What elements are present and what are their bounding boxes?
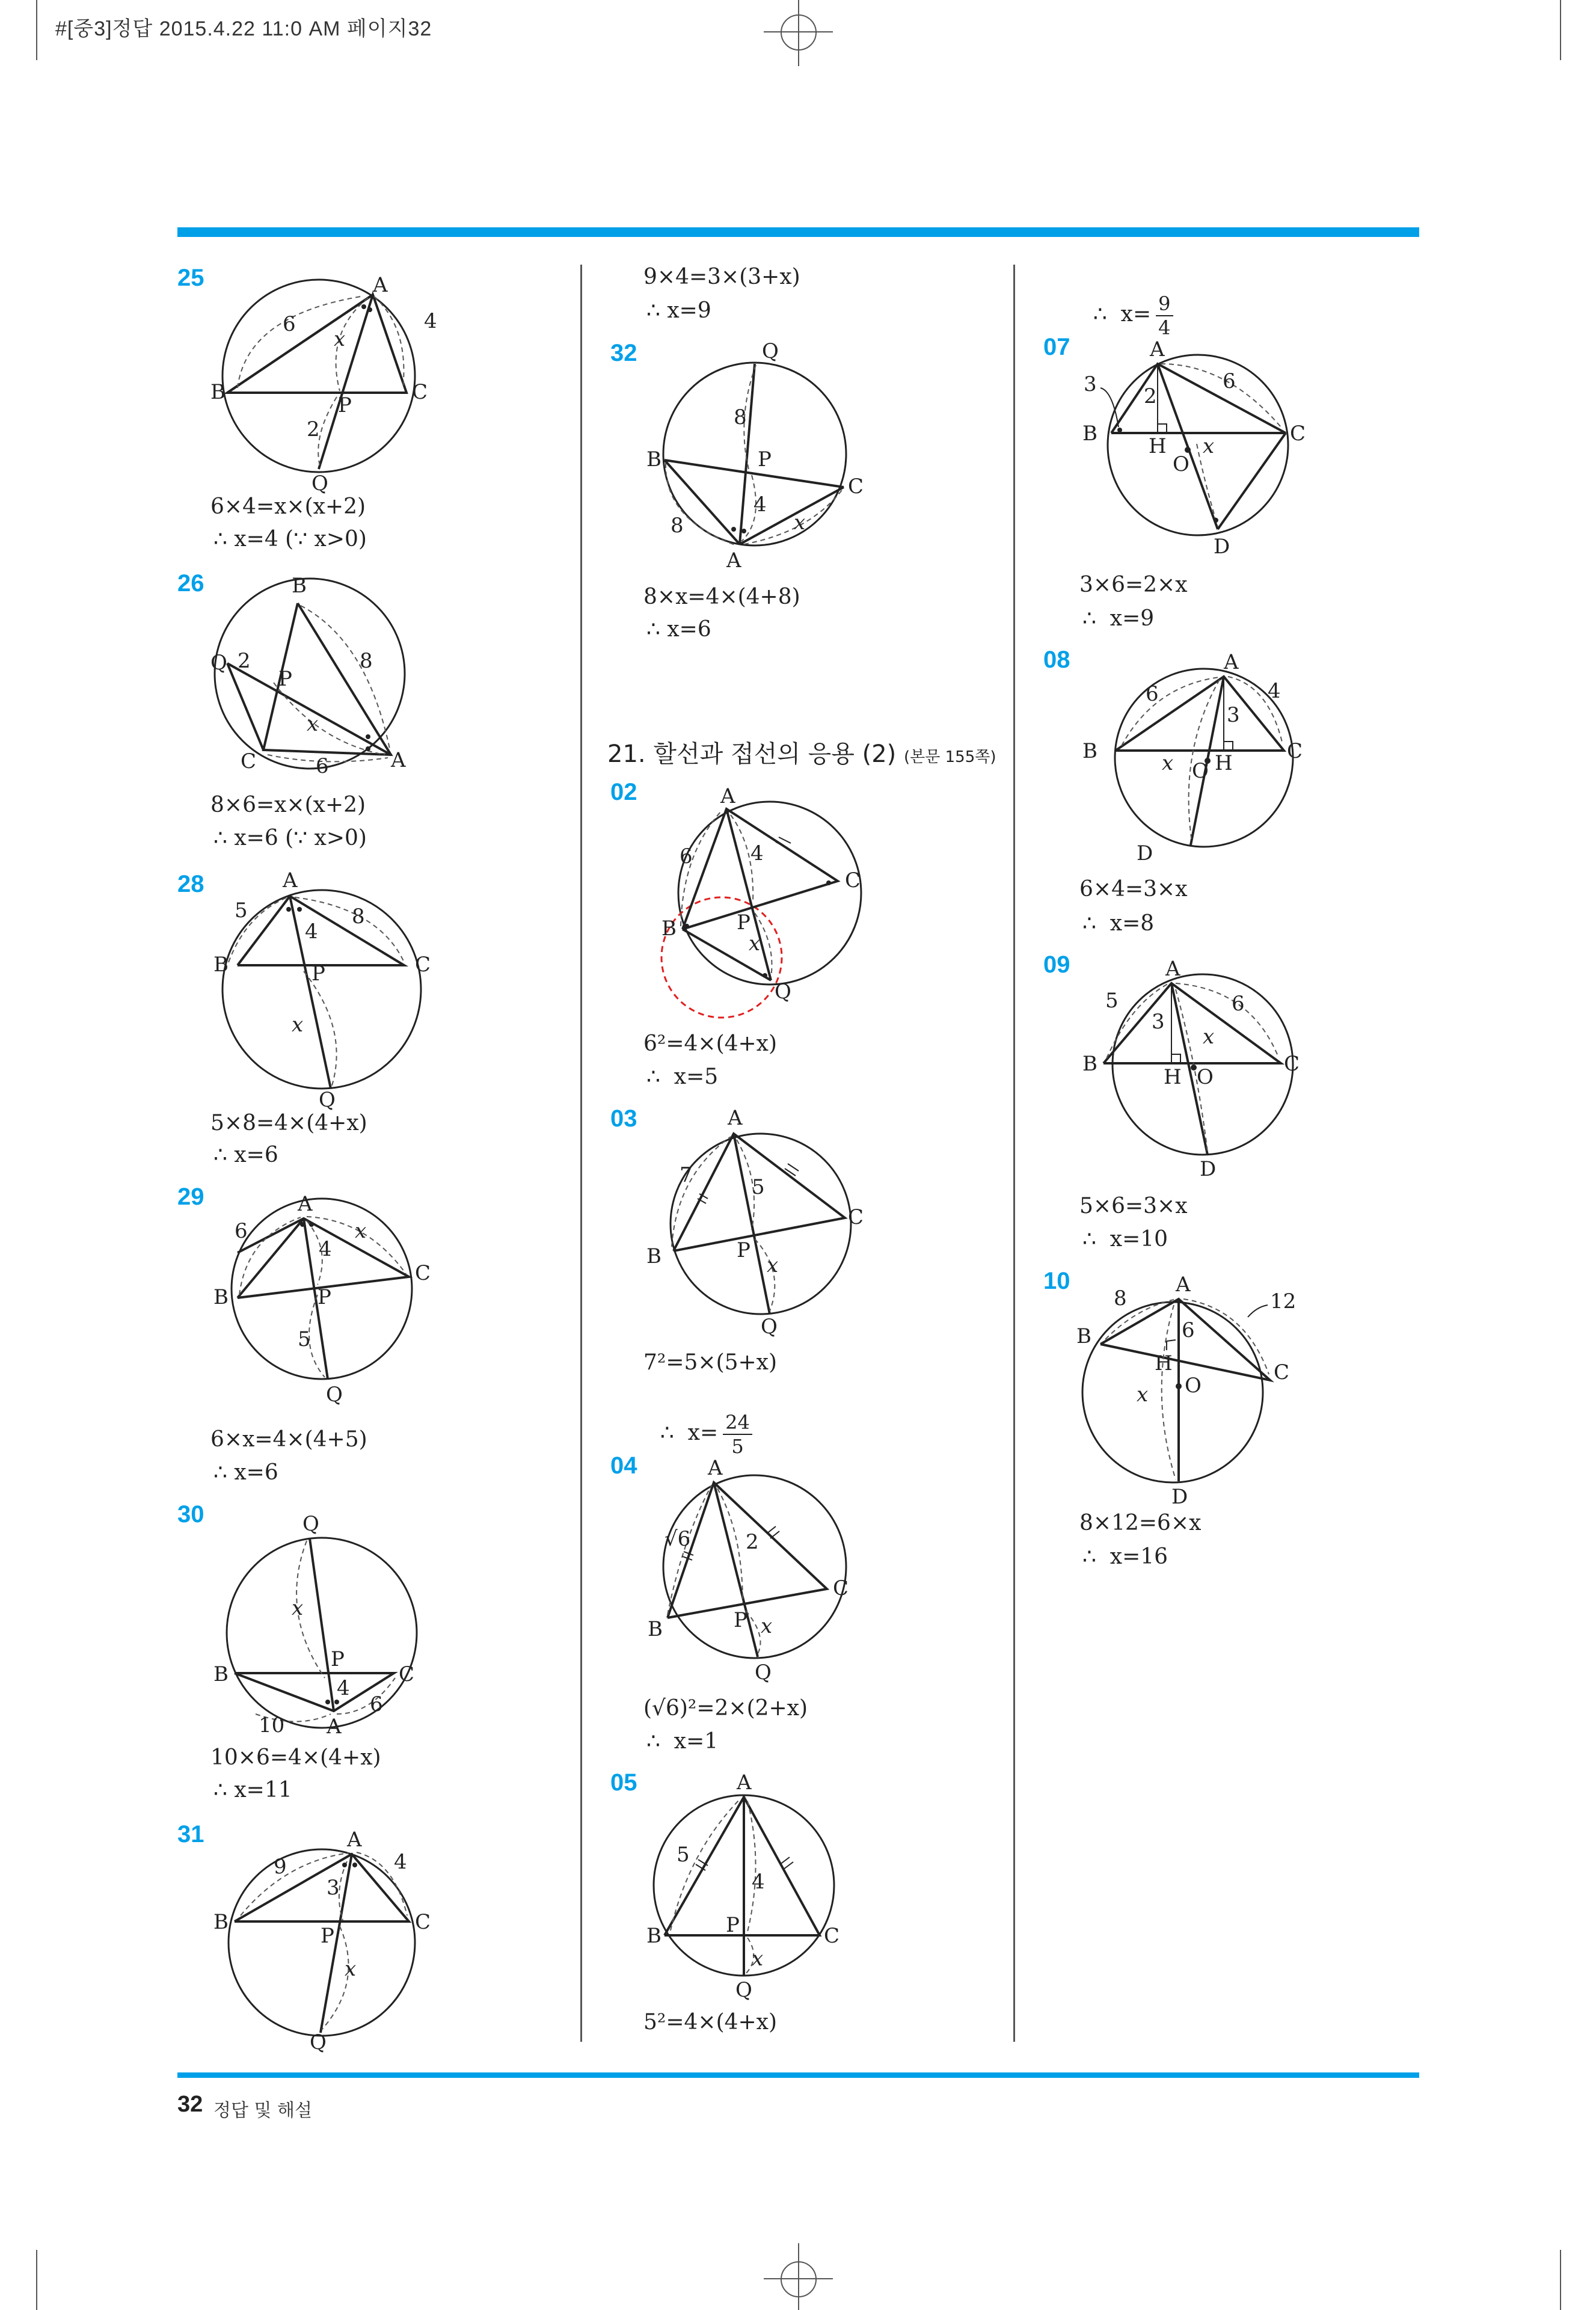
diagram-08-svg: [1076, 650, 1329, 878]
equation: ∴ x=9: [646, 298, 711, 323]
svg-text:6: 6: [1146, 682, 1159, 706]
svg-text:A: A: [1176, 1273, 1191, 1297]
numerator: 24: [723, 1411, 752, 1435]
svg-text:B: B: [213, 1910, 229, 1934]
svg-text:A: A: [283, 868, 298, 892]
problem-number: 08: [1043, 647, 1070, 673]
svg-text:B: B: [210, 380, 226, 404]
diagram-05-svg: [640, 1771, 869, 2003]
denominator: 5: [731, 1435, 744, 1458]
diagram-04-svg: [640, 1455, 869, 1684]
problem-number: 28: [177, 871, 204, 897]
svg-text:4: 4: [394, 1850, 407, 1874]
svg-text:x: x: [1203, 1025, 1215, 1049]
bottom-accent-bar: [177, 2072, 1419, 2078]
equation: ∴ x=6: [213, 1460, 278, 1485]
svg-text:x: x: [292, 1013, 304, 1037]
diagram-29-svg: [210, 1190, 433, 1412]
svg-text:6: 6: [1182, 1318, 1195, 1342]
section-title: [607, 735, 996, 769]
diagram-10: [1076, 1272, 1329, 1513]
svg-text:C: C: [412, 380, 428, 404]
problem-number: 03: [610, 1105, 637, 1132]
svg-text:Q: Q: [735, 1978, 752, 2002]
svg-text:P: P: [318, 1285, 331, 1309]
svg-text:D: D: [1171, 1485, 1188, 1509]
column-divider: [1013, 265, 1015, 2042]
svg-text:B: B: [646, 1244, 661, 1268]
equation: 3×6=2×x: [1079, 573, 1188, 597]
svg-text:3: 3: [1152, 1010, 1165, 1034]
svg-text:6: 6: [316, 754, 329, 778]
diagram-07: [1076, 337, 1329, 565]
fraction: [1156, 292, 1173, 339]
svg-text:D: D: [1137, 841, 1153, 865]
equation: 10×6=4×(4+x): [210, 1745, 381, 1770]
column-divider: [580, 265, 582, 2042]
svg-text:B: B: [213, 1662, 229, 1686]
svg-text:x: x: [1203, 434, 1215, 458]
svg-text:Q: Q: [312, 472, 328, 496]
footer-label: 정답 및 해설: [213, 2100, 312, 2121]
svg-text:A: A: [391, 748, 406, 772]
svg-text:3: 3: [327, 1876, 340, 1900]
svg-text:C: C: [1274, 1360, 1290, 1384]
svg-text:B: B: [1082, 422, 1097, 446]
svg-text:P: P: [758, 447, 772, 472]
equation: 6×4=x×(x+2): [210, 494, 366, 519]
svg-text:H: H: [1164, 1065, 1182, 1089]
problem-number: 02: [610, 779, 637, 805]
print-header: #[중3]정답 2015.4.22 11:0 AM 페이지32: [55, 17, 432, 40]
diagram-10-svg: [1076, 1272, 1329, 1513]
equation: ∴ x=11: [213, 1778, 292, 1802]
svg-text:B: B: [292, 574, 307, 598]
equation-fraction: [646, 1386, 752, 1458]
svg-text:A: A: [347, 1828, 362, 1852]
svg-text:C: C: [824, 1924, 840, 1948]
svg-text:B: B: [646, 1924, 661, 1948]
diagram-30: [207, 1504, 436, 1738]
problem-number: 09: [1043, 951, 1070, 978]
svg-text:P: P: [726, 1913, 740, 1937]
diagram-07-svg: [1076, 337, 1329, 565]
svg-text:Q: Q: [761, 1315, 778, 1339]
svg-text:12: 12: [1270, 1289, 1297, 1313]
svg-text:A: A: [327, 1715, 342, 1739]
problem-number: 32: [610, 340, 637, 366]
svg-text:Q: Q: [310, 2030, 327, 2054]
svg-text:C: C: [1287, 739, 1303, 763]
svg-text:8: 8: [360, 649, 373, 673]
problem-number: 30: [177, 1501, 204, 1528]
equation-fraction: [1079, 268, 1173, 339]
svg-text:x: x: [355, 1219, 367, 1243]
problem-number: 10: [1043, 1268, 1070, 1294]
svg-text:C: C: [415, 1910, 431, 1934]
equation: 9×4=3×(3+x): [643, 265, 800, 289]
svg-text:x: x: [752, 1947, 764, 1971]
diagram-30-svg: [207, 1504, 436, 1738]
svg-text:C: C: [415, 953, 431, 977]
problem-number: 25: [177, 265, 204, 291]
svg-text:8: 8: [671, 514, 684, 538]
page-number: 32: [177, 2092, 203, 2117]
svg-text:4: 4: [750, 841, 764, 865]
problem-number: 04: [610, 1452, 637, 1479]
diagram-31-svg: [213, 1825, 442, 2054]
denominator: 4: [1158, 316, 1171, 339]
diagram-29: [210, 1190, 433, 1412]
svg-text:A: A: [728, 1106, 743, 1130]
equation: ∴ x=6: [213, 1143, 278, 1167]
svg-text:B: B: [1076, 1324, 1091, 1348]
equation: 6²=4×(4+x): [643, 1031, 778, 1056]
svg-text:4: 4: [1268, 679, 1281, 703]
equation: 8×12=6×x: [1079, 1511, 1202, 1535]
equation: 8×6=x×(x+2): [210, 793, 366, 817]
diagram-31: [213, 1825, 442, 2054]
svg-text:P: P: [338, 393, 352, 417]
svg-text:B: B: [1082, 739, 1097, 763]
svg-text:4: 4: [753, 493, 767, 517]
svg-text:Q: Q: [302, 1512, 319, 1536]
svg-text:C: C: [833, 1576, 849, 1600]
svg-text:5: 5: [235, 899, 248, 923]
svg-text:2: 2: [1144, 384, 1157, 408]
equation: ∴ x=5: [646, 1064, 719, 1089]
diagram-03-svg: [640, 1106, 881, 1339]
svg-text:A: A: [1165, 957, 1180, 981]
svg-text:A: A: [298, 1192, 313, 1216]
svg-text:Q: Q: [319, 1088, 336, 1112]
svg-text:A: A: [1150, 337, 1165, 361]
svg-text:B: B: [1082, 1052, 1097, 1076]
svg-text:x: x: [334, 327, 346, 351]
svg-text:O: O: [1192, 759, 1209, 783]
registration-mark: [781, 2261, 817, 2297]
equation: 5×8=4×(4+x): [210, 1111, 367, 1135]
svg-text:C: C: [848, 1205, 864, 1229]
diagram-28-svg: [210, 868, 439, 1112]
diagram-25-svg: [210, 268, 463, 496]
svg-text:P: P: [278, 667, 292, 691]
svg-text:Q: Q: [775, 980, 791, 1004]
diagram-03: [640, 1106, 881, 1339]
svg-text:O: O: [1197, 1065, 1214, 1089]
diagram-32: [640, 340, 869, 574]
diagram-02: [625, 782, 890, 1022]
svg-text:C: C: [1284, 1052, 1300, 1076]
svg-text:x: x: [345, 1957, 357, 1981]
equation: ∴ x=8: [1082, 911, 1155, 936]
section-ref: (본문 155쪽): [903, 748, 996, 766]
svg-text:C: C: [399, 1662, 415, 1686]
problem-number: 07: [1043, 334, 1070, 360]
crop-mark: [1560, 0, 1561, 60]
diagram-05: [640, 1771, 869, 2003]
fraction: [723, 1411, 752, 1458]
diagram-02-svg: [625, 782, 890, 1022]
svg-text:P: P: [312, 962, 325, 986]
crop-mark: [36, 0, 37, 60]
equation: (√6)²=2×(2+x): [643, 1696, 808, 1721]
equation: ∴ x=6 (∵ x>0): [213, 826, 367, 850]
svg-text:10: 10: [259, 1713, 285, 1737]
crop-mark: [36, 2250, 37, 2310]
diagram-25: [210, 268, 463, 496]
diagram-09-svg: [1076, 956, 1329, 1185]
svg-text:6: 6: [370, 1692, 383, 1716]
svg-text:8: 8: [1114, 1286, 1127, 1310]
svg-text:x: x: [1137, 1383, 1149, 1407]
svg-text:4: 4: [319, 1237, 332, 1261]
equation: ∴ x=16: [1082, 1544, 1168, 1569]
svg-text:B: B: [648, 1617, 663, 1641]
svg-text:P: P: [734, 1608, 747, 1632]
svg-text:P: P: [331, 1647, 345, 1671]
problem-number: 05: [610, 1769, 637, 1796]
svg-text:5: 5: [677, 1843, 690, 1867]
svg-text:C: C: [241, 749, 257, 773]
svg-text:3: 3: [1084, 372, 1097, 396]
svg-text:H: H: [1215, 751, 1233, 775]
svg-text:O: O: [1173, 452, 1189, 476]
equation: ∴ x=4 (∵ x>0): [213, 527, 367, 551]
section-heading: 21. 할선과 접선의 응용 (2): [607, 740, 897, 768]
svg-text:x: x: [794, 511, 806, 535]
equation-prefix: ∴ x=: [660, 1421, 719, 1445]
svg-text:x: x: [307, 712, 319, 736]
svg-text:x: x: [767, 1253, 779, 1277]
svg-text:8: 8: [734, 405, 747, 429]
diagram-26-svg: [210, 574, 415, 779]
svg-text:C: C: [848, 475, 864, 499]
svg-text:H: H: [1155, 1351, 1173, 1375]
svg-text:C: C: [1290, 422, 1306, 446]
svg-text:x: x: [761, 1614, 773, 1638]
svg-text:4: 4: [305, 920, 318, 944]
svg-text:6: 6: [680, 844, 693, 868]
svg-text:2: 2: [746, 1530, 759, 1554]
equation: 7²=5×(5+x): [643, 1350, 778, 1375]
equation: 6×x=4×(4+5): [210, 1427, 367, 1452]
svg-text:√6: √6: [664, 1527, 691, 1551]
equation: ∴ x=9: [1082, 606, 1155, 631]
svg-text:5: 5: [752, 1175, 765, 1199]
svg-text:6: 6: [1232, 992, 1245, 1016]
problem-number: 31: [177, 1821, 204, 1848]
svg-text:x: x: [292, 1596, 304, 1620]
diagram-09: [1076, 956, 1329, 1185]
numerator: 9: [1156, 292, 1173, 316]
svg-text:6: 6: [283, 312, 296, 336]
svg-text:P: P: [737, 911, 750, 935]
equation: ∴ x=1: [646, 1729, 719, 1754]
svg-text:5: 5: [298, 1327, 311, 1351]
registration-mark: [781, 14, 817, 51]
svg-text:A: A: [726, 548, 741, 573]
svg-text:6: 6: [235, 1219, 248, 1243]
problem-number: 26: [177, 570, 204, 597]
svg-text:A: A: [708, 1456, 723, 1480]
svg-text:A: A: [1224, 650, 1239, 674]
svg-text:7: 7: [680, 1163, 693, 1187]
diagram-26: [210, 574, 415, 779]
svg-text:C: C: [415, 1261, 431, 1285]
equation: 5²=4×(4+x): [643, 2010, 778, 2035]
svg-text:4: 4: [337, 1676, 350, 1700]
svg-text:5: 5: [1105, 989, 1119, 1013]
svg-text:6: 6: [1223, 369, 1236, 393]
equation: ∴ x=6: [646, 617, 711, 642]
svg-text:3: 3: [1227, 703, 1240, 727]
equation: ∴ x=10: [1082, 1227, 1168, 1252]
crop-mark: [1560, 2250, 1561, 2310]
svg-text:2: 2: [307, 417, 320, 441]
diagram-08: [1076, 650, 1329, 878]
svg-text:B: B: [213, 953, 229, 977]
svg-text:A: A: [373, 273, 388, 297]
diagram-28: [210, 868, 439, 1112]
equation: 6×4=3×x: [1079, 877, 1188, 902]
svg-text:8: 8: [352, 905, 365, 929]
svg-text:Q: Q: [755, 1660, 772, 1685]
svg-text:2: 2: [238, 649, 251, 673]
equation-prefix: ∴ x=: [1093, 302, 1152, 327]
svg-text:P: P: [321, 1924, 334, 1948]
svg-text:Q: Q: [210, 651, 227, 675]
svg-text:D: D: [1214, 535, 1230, 559]
problem-number: 29: [177, 1184, 204, 1210]
svg-text:Q: Q: [762, 339, 779, 363]
svg-text:B: B: [646, 447, 661, 472]
svg-text:B: B: [661, 917, 677, 941]
svg-text:4: 4: [424, 309, 437, 333]
svg-text:A: A: [720, 784, 735, 808]
svg-text:P: P: [737, 1238, 750, 1262]
svg-text:9: 9: [274, 1855, 287, 1879]
svg-text:C: C: [845, 868, 861, 892]
equation: 8×x=4×(4+8): [643, 585, 800, 609]
diagram-32-svg: [640, 340, 869, 574]
svg-text:D: D: [1200, 1157, 1217, 1181]
svg-text:B: B: [213, 1285, 229, 1309]
top-accent-bar: [177, 227, 1419, 237]
svg-text:Q: Q: [326, 1383, 343, 1407]
svg-text:x: x: [1162, 751, 1174, 775]
svg-text:x: x: [749, 932, 761, 956]
svg-text:4: 4: [752, 1870, 765, 1894]
svg-text:H: H: [1149, 434, 1167, 458]
diagram-04: [640, 1455, 869, 1684]
svg-text:A: A: [737, 1771, 752, 1795]
svg-text:O: O: [1185, 1374, 1202, 1398]
equation: 5×6=3×x: [1079, 1194, 1188, 1218]
